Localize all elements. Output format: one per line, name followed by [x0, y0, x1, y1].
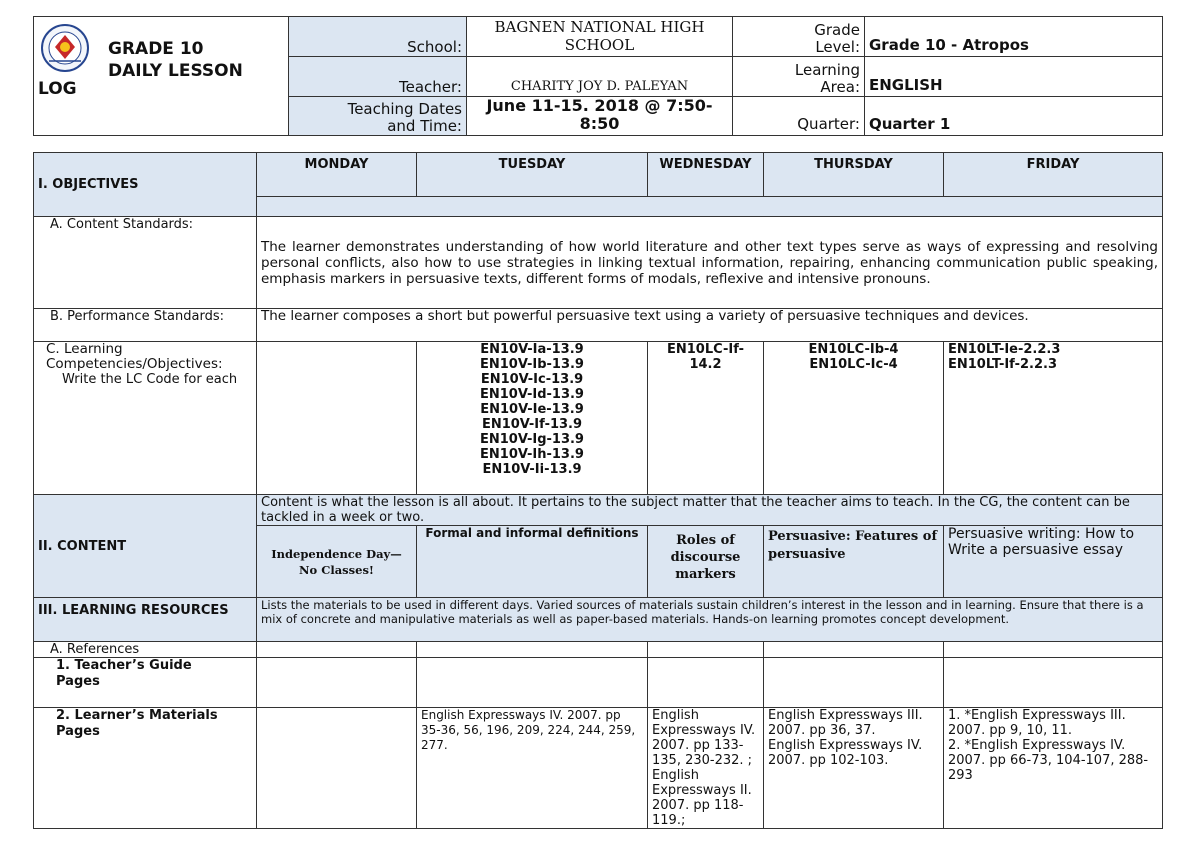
quarter-value: Quarter 1 [865, 97, 1163, 136]
content-standards-label: A. Content Standards: [34, 217, 257, 309]
tg-pages-label: 1. Teacher’s Guide Pages [34, 658, 257, 708]
grade-label: Grade Level: [733, 17, 865, 57]
header-table [33, 16, 1163, 136]
competencies-tuesday [417, 342, 648, 495]
resources-description: Lists the materials to be used in different days. Varied sources of materials sustain children’s interest in the lesson and in learning. Ensure that there is a mix of concrete and manipulative materials as well as paper-based materials. Hands-on learning promotes concept development. [257, 598, 1163, 642]
performance-standards-text: The learner composes a short but powerful persuasive text using a variety of persuasive techniques and devices. [257, 309, 1163, 342]
title-line-3: LOG [38, 79, 77, 99]
lc-code: EN10LT-If-2.2.3 [948, 357, 1058, 372]
tg-friday [944, 658, 1163, 708]
lc-code: EN10V-Ie-13.9 [480, 402, 584, 417]
competencies-wednesday: EN10LC-If-14.2 [648, 342, 764, 495]
content-title: II. CONTENT [34, 495, 257, 598]
references-wednesday [648, 642, 764, 658]
grade-value: Grade 10 - Atropos [865, 17, 1163, 57]
content-thursday: Persuasive: Features of persuasive [764, 526, 944, 598]
lc-code: EN10V-Ic-13.9 [480, 372, 584, 387]
resources-title: III. LEARNING RESOURCES [34, 598, 257, 642]
area-label: Learning Area: [733, 57, 865, 97]
header-title-cell [34, 17, 289, 136]
competencies-monday [257, 342, 417, 495]
lc-code: EN10V-Ig-13.9 [480, 432, 584, 447]
title-line-2: DAILY LESSON [108, 61, 243, 81]
day-monday: MONDAY [257, 153, 417, 197]
references-label: A. References [34, 642, 257, 658]
lc-code: EN10LC-Ic-4 [809, 357, 898, 372]
quarter-label: Quarter: [733, 97, 865, 136]
references-thursday [764, 642, 944, 658]
lm-friday [944, 708, 1163, 829]
lesson-table [33, 152, 1163, 829]
content-friday: Persuasive writing: How to Write a persuasive essay [944, 526, 1163, 598]
lm-pages-label: 2. Learner’s Materials Pages [34, 708, 257, 829]
dates-value: June 11-15. 2018 @ 7:50-8:50 [467, 97, 733, 136]
content-standards-text: The learner demonstrates understanding of how world literature and other text types serve as ways of expressing and resolving personal conflicts, also how to use strategies in linking textual information, repairing, enhancing communication public speaking, emphasis markers in persuasive texts, different forms of modals, reflexive and intensive pronouns. [257, 217, 1163, 309]
competencies-friday [944, 342, 1163, 495]
area-value: ENGLISH [865, 57, 1163, 97]
objectives-title: I. OBJECTIVES [34, 153, 257, 217]
day-wednesday: WEDNESDAY [648, 153, 764, 197]
lm-friday-ref-2: 2. *English Expressways IV. 2007. pp 66-73, 104-107, 288-293 [948, 738, 1149, 783]
references-tuesday [417, 642, 648, 658]
lm-tuesday: English Expressways IV. 2007. pp 35-36, 56, 196, 209, 224, 244, 259, 277. [417, 708, 648, 829]
school-label: School: [289, 17, 467, 57]
lm-thursday-ref-1: English Expressways III. 2007. pp 36, 37. [768, 708, 923, 738]
lm-thursday-ref-2: English Expressways IV. 2007. pp 102-103. [768, 738, 923, 768]
tg-tuesday [417, 658, 648, 708]
tg-monday [257, 658, 417, 708]
lc-code: EN10V-Ih-13.9 [480, 447, 584, 462]
references-monday [257, 642, 417, 658]
lc-code: EN10V-Ib-13.9 [480, 357, 584, 372]
dates-label: Teaching Dates and Time: [289, 97, 467, 136]
day-tuesday: TUESDAY [417, 153, 648, 197]
tg-wednesday [648, 658, 764, 708]
deped-seal-logo [40, 23, 90, 73]
objectives-blank-row [257, 197, 1163, 217]
references-friday [944, 642, 1163, 658]
lm-monday [257, 708, 417, 829]
lm-wednesday: English Expressways IV. 2007. pp 133-135, 230-232. ; English Expressways II. 2007. pp 118-119.; [648, 708, 764, 829]
content-wednesday: Roles of discourse markers [648, 526, 764, 598]
lc-code: EN10V-Ii-13.9 [482, 462, 582, 477]
tg-thursday [764, 658, 944, 708]
lm-thursday [764, 708, 944, 829]
title-line-1: GRADE 10 [108, 39, 204, 59]
content-tuesday: Formal and informal definitions [417, 526, 648, 598]
lc-code: EN10LC-Ib-4 [808, 342, 899, 357]
day-thursday: THURSDAY [764, 153, 944, 197]
performance-standards-label: B. Performance Standards: [34, 309, 257, 342]
competencies-note: Write the LC Code for each [62, 372, 238, 387]
lm-friday-ref-1: 1. *English Expressways III. 2007. pp 9, 10, 11. [948, 708, 1126, 738]
competencies-label: C. Learning Competencies/Objectives: [46, 341, 223, 372]
content-description: Content is what the lesson is all about. It pertains to the subject matter that the teacher aims to teach. In the CG, the content can be tackled in a week or two. [257, 495, 1163, 526]
lc-code: EN10V-If-13.9 [481, 417, 583, 432]
lc-code: EN10LT-Ie-2.2.3 [948, 342, 1061, 357]
lc-code: EN10V-Id-13.9 [480, 387, 584, 402]
lc-code: EN10V-Ia-13.9 [480, 342, 584, 357]
competencies-label-cell [34, 342, 257, 495]
day-friday: FRIDAY [944, 153, 1163, 197]
content-monday: Independence Day—No Classes! [257, 526, 417, 598]
school-value: BAGNEN NATIONAL HIGH SCHOOL [467, 17, 733, 57]
teacher-label: Teacher: [289, 57, 467, 97]
teacher-value: CHARITY JOY D. PALEYAN [467, 57, 733, 97]
competencies-thursday [764, 342, 944, 495]
